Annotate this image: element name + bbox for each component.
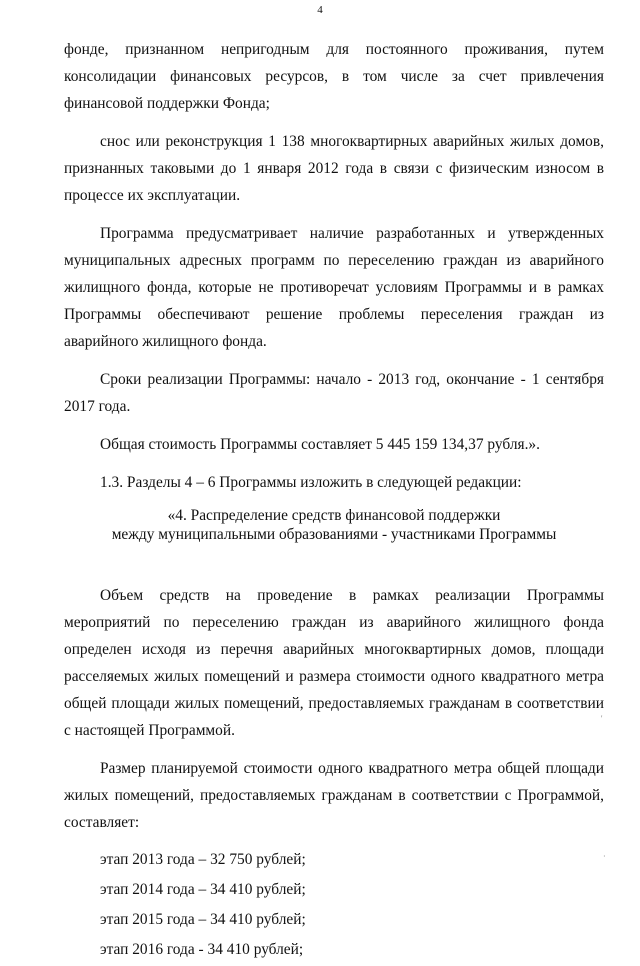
scan-speck: · [603, 852, 606, 861]
scan-speck: ' [601, 714, 603, 723]
paragraph-demolition: снос или реконструкция 1 138 многоквартирных аварийных жилых домов, признанных таковыми до 1 января 2012 года в связи с физическим износом в процессе их эксплуатации. [64, 133, 604, 204]
page-number: 4 [317, 4, 323, 16]
paragraph-continuation: фонде, признанном непригодным для постоянного проживания, путем консолидации финансовых ресурсов, в том числе за счет привлечения финансовой поддержки Фонда; [64, 41, 604, 112]
stage-item: этап 2014 года – 34 410 рублей; [100, 881, 306, 898]
stage-item: этап 2015 года – 34 410 рублей; [100, 911, 306, 928]
paragraph-timeline: Сроки реализации Программы: начало - 2013 год, окончание - 1 сентября 2017 года. [64, 371, 604, 415]
stage-item: этап 2016 года - 34 410 рублей; [100, 941, 304, 958]
paragraph-cost-per-sqm: Размер планируемой стоимости одного квадратного метра общей площади жилых помещений, предоставляемых гражданам в соответствии с Программой, составляет: [64, 760, 604, 831]
paragraph-total-cost: Общая стоимость Программы составляет 5 445 159 134,37 рубля.». [100, 436, 540, 453]
section-heading-line-1: «4. Распределение средств финансовой поддержки [167, 507, 501, 524]
stage-item: этап 2013 года – 32 750 рублей; [100, 851, 306, 868]
paragraph-amendment: 1.3. Разделы 4 – 6 Программы изложить в следующей редакции: [100, 474, 522, 491]
document-body [64, 36, 604, 966]
section-heading [64, 506, 604, 544]
section-heading-line-2: между муниципальными образованиями - участниками Программы [111, 526, 557, 543]
spacer [64, 544, 604, 582]
paragraph-funding-volume: Объем средств на проведение в рамках реализации Программы мероприятий по переселению граждан из аварийного жилищного фонда определен исходя из перечня аварийных многоквартирных домов, площади расселяемых жилых помещений и размера стоимости одного квадратного метра общей площади жилых помещений, предоставляемых гражданам в соответствии с настоящей Программой. [64, 587, 604, 739]
paragraph-program-provisions: Программа предусматривает наличие разработанных и утвержденных муниципальных адресных программ по переселению граждан из аварийного жилищного фонда, которые не противоречат условиям Программы и в рамках Программы обеспечивают решение проблемы переселения граждан из аварийного жилищного фонда. [64, 225, 604, 350]
